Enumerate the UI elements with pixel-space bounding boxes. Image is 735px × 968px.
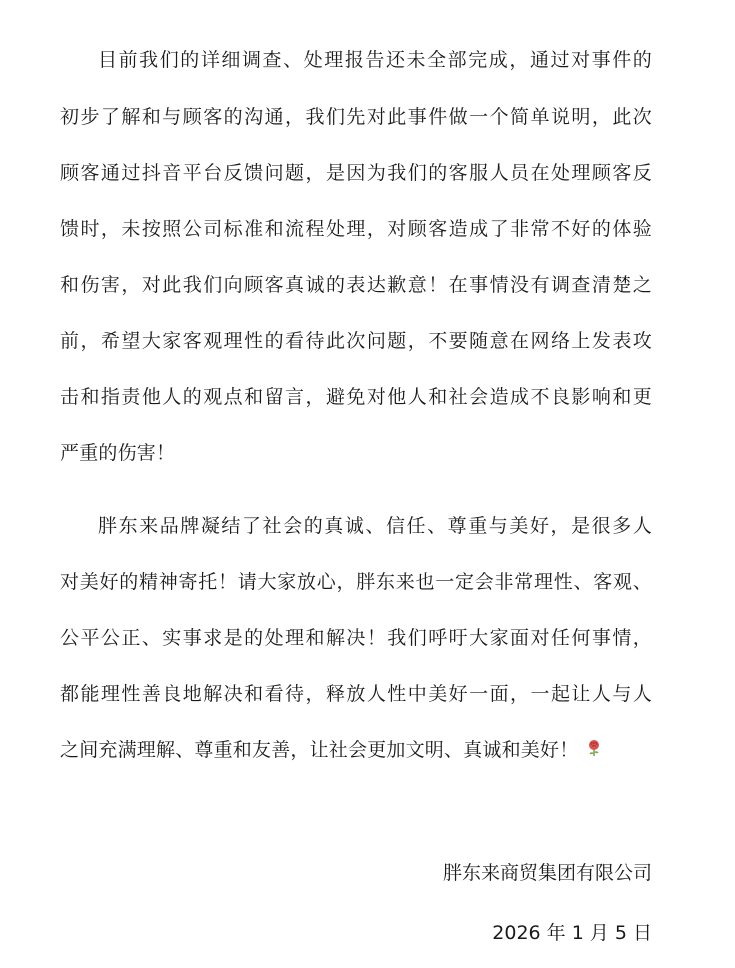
- paragraph-1-line-7: 击和指责他人的观点和留言，避免对他人和社会造成不良影响和更: [60, 386, 652, 408]
- signature-date: 2026 年 1 月 5 日: [492, 922, 652, 944]
- paragraph-2-line-5: [60, 735, 652, 765]
- paragraph-1-line-3: 顾客通过抖音平台反馈问题，是因为我们的客服人员在处理顾客反: [60, 162, 652, 184]
- rose-icon: [586, 736, 602, 766]
- paragraph-1-line-8: 严重的伤害！: [60, 442, 176, 464]
- paragraph-1-line-5: 和伤害，对此我们向顾客真诚的表达歉意！在事情没有调查清楚之: [60, 274, 652, 296]
- paragraph-1-line-6: 前，希望大家客观理性的看待此次问题，不要随意在网络上发表攻: [60, 330, 652, 352]
- paragraph-1-line-2: 初步了解和与顾客的沟通，我们先对此事件做一个简单说明，此次: [60, 106, 652, 128]
- paragraph-2-line-1: 胖东来品牌凝结了社会的真诚、信任、尊重与美好，是很多人: [98, 515, 652, 537]
- paragraph-2-line-5-text: 之间充满理解、尊重和友善，让社会更加文明、真诚和美好！: [60, 739, 579, 761]
- paragraph-1-line-4: 馈时，未按照公司标准和流程处理，对顾客造成了非常不好的体验: [60, 218, 652, 240]
- paragraph-2-line-3: 公平公正、实事求是的处理和解决！我们呼吁大家面对任何事情，: [60, 627, 652, 649]
- paragraph-2-line-4: 都能理性善良地解决和看待，释放人性中美好一面，一起让人与人: [60, 683, 652, 705]
- paragraph-2-line-2: 对美好的精神寄托！请大家放心，胖东来也一定会非常理性、客观、: [60, 571, 652, 593]
- company-signature: 胖东来商贸集团有限公司: [442, 862, 652, 884]
- paragraph-1-line-1: 目前我们的详细调查、处理报告还未全部完成，通过对事件的: [98, 49, 652, 71]
